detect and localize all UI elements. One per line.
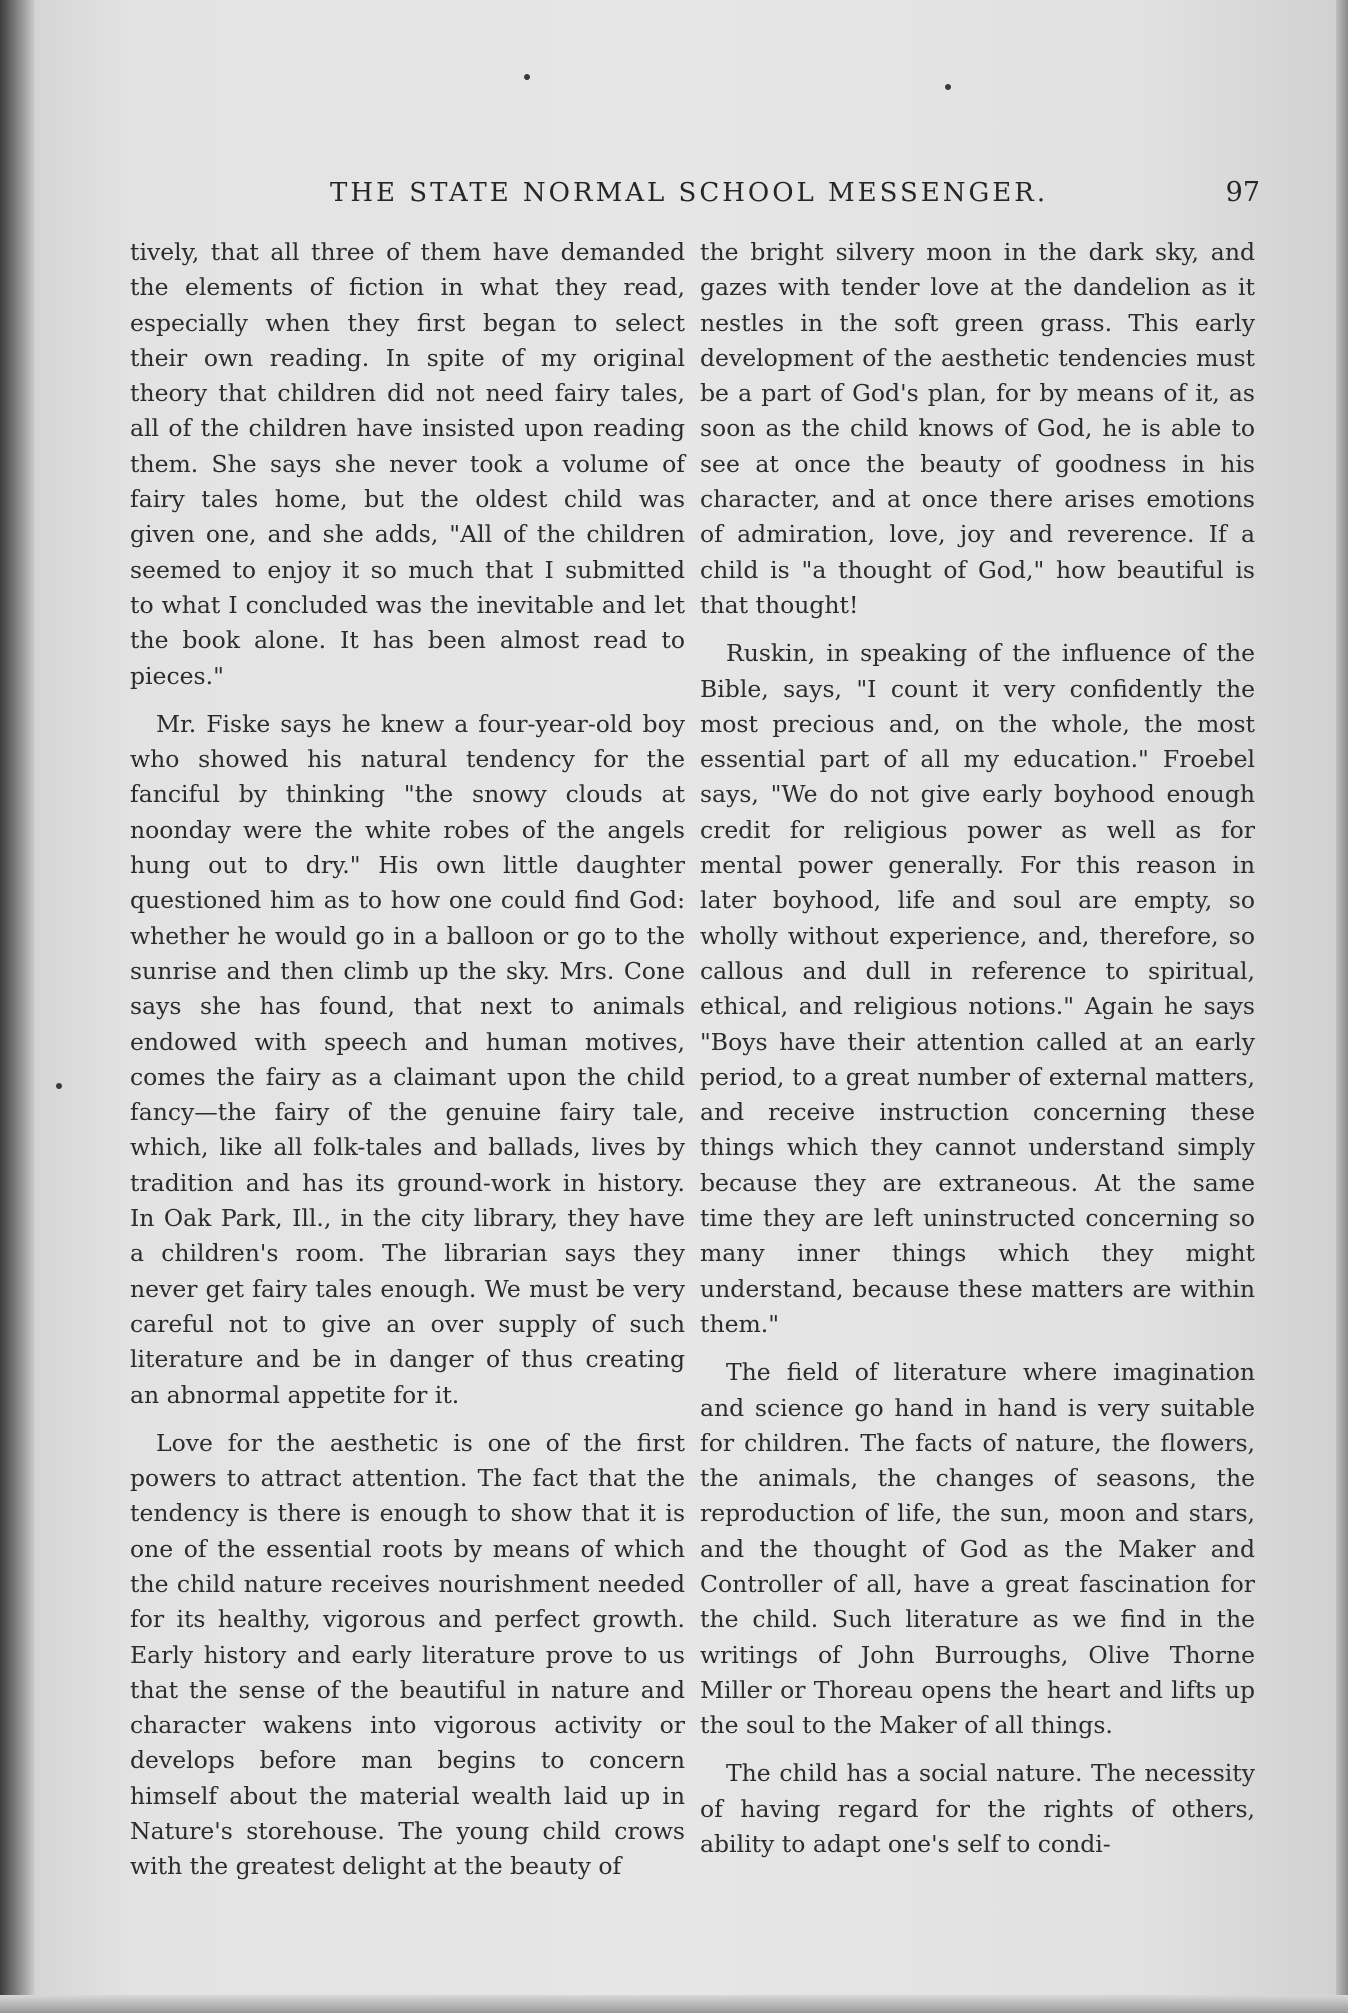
- page-left-shadow: [0, 0, 34, 2013]
- running-header: [330, 178, 1260, 214]
- paragraph: the bright silvery moon in the dark sky, and gazes with tender love at the dandelion as it nestles in the soft green grass. This early development of the aesthetic tendencies must be a part of God's plan, for by means of it, as soon as the child knows of God, he is able to see at once the beauty of goodness in his character, and at once there arises emotions of admiration, love, joy and reverence. If a child is "a thought of God," how beautiful is that thought!: [700, 238, 1255, 619]
- paragraph: The child has a social nature. The necessity of having regard for the rights of others, ability to adapt one's self to condi-: [700, 1759, 1255, 1859]
- ink-speck: [945, 84, 951, 90]
- page-bottom-shadow: [0, 1995, 1348, 2013]
- page-right-shadow: [1336, 0, 1348, 2013]
- paragraph: The field of literature where imagination and science go hand in hand is very suitable for children. The facts of nature, the flowers, the animals, the changes of seasons, the reproduction of life, the sun, moon and stars, and the thought of God as the Maker and Controller of all, have a great fascination for the child. Such literature as we find in the writings of John Burroughs, Olive Thorne Miller or Thoreau opens the heart and lifts up the soul to the Maker of all things.: [700, 1358, 1255, 1740]
- ink-speck: [56, 1083, 62, 1089]
- paragraph: Ruskin, in speaking of the influence of the Bible, says, "I count it very confidently the most precious and, on the whole, the most essential part of all my education." Froebel says, "We do not give early boyhood enough credit for religious power as well as for mental power generally. For this reason in later boyhood, life and soul are empty, so wholly without experience, and, therefore, so callous and dull in reference to spiritual, ethical, and religious notions." Again he says "Boys have their attention called at an early period, to a great number of external matters, and receive instruction concerning these things which they cannot understand simply because they are extraneous. At the same time they are left uninstructed concerning so many inner things which they might understand, because these matters are within them.": [700, 639, 1255, 1338]
- publication-title: THE STATE NORMAL SCHOOL MESSENGER.: [330, 178, 1049, 208]
- right-column: [700, 235, 1255, 1875]
- left-column: [130, 235, 685, 1898]
- paragraph: Love for the aesthetic is one of the first powers to attract attention. The fact that the tendency is there is enough to show that it is one of the essential roots by means of which the child nature receives nourishment needed for its healthy, vigorous and perfect growth. Early history and early literature prove to us that the sense of the beautiful in nature and character wakens into vigorous activity or develops before man begins to concern himself about the material wealth laid up in Nature's storehouse. The young child crows with the greatest delight at the beauty of: [130, 1428, 685, 1881]
- page-number: 97: [1225, 177, 1260, 208]
- paragraph: Mr. Fiske says he knew a four-year-old boy who showed his natural tendency for the fanciful by thinking "the snowy clouds at noonday were the white robes of the angels hung out to dry." His own little daughter questioned him as to how one could find God: whether he would go in a balloon or go to the sunrise and then climb up the sky. Mrs. Cone says she has found, that next to animals endowed with speech and human motives, comes the fairy as a claimant upon the child fancy—the fairy of the genuine fairy tale, which, like all folk-tales and ballads, lives by tradition and has its ground-work in history. In Oak Park, Ill., in the city library, they have a children's room. The librarian says they never get fairy tales enough. We must be very careful not to give an over supply of such literature and be in danger of thus creating an abnormal appetite for it.: [130, 709, 685, 1409]
- ink-speck: [524, 74, 530, 80]
- paragraph: tively, that all three of them have demanded the elements of fiction in what they read, especially when they first began to select their own reading. In spite of my original theory that children did not need fairy tales, all of the children have insisted upon reading them. She says she never took a volume of fairy tales home, but the oldest child was given one, and she adds, "All of the children seemed to enjoy it so much that I submitted to what I concluded was the inevitable and let the book alone. It has been almost read to pieces.": [130, 238, 685, 690]
